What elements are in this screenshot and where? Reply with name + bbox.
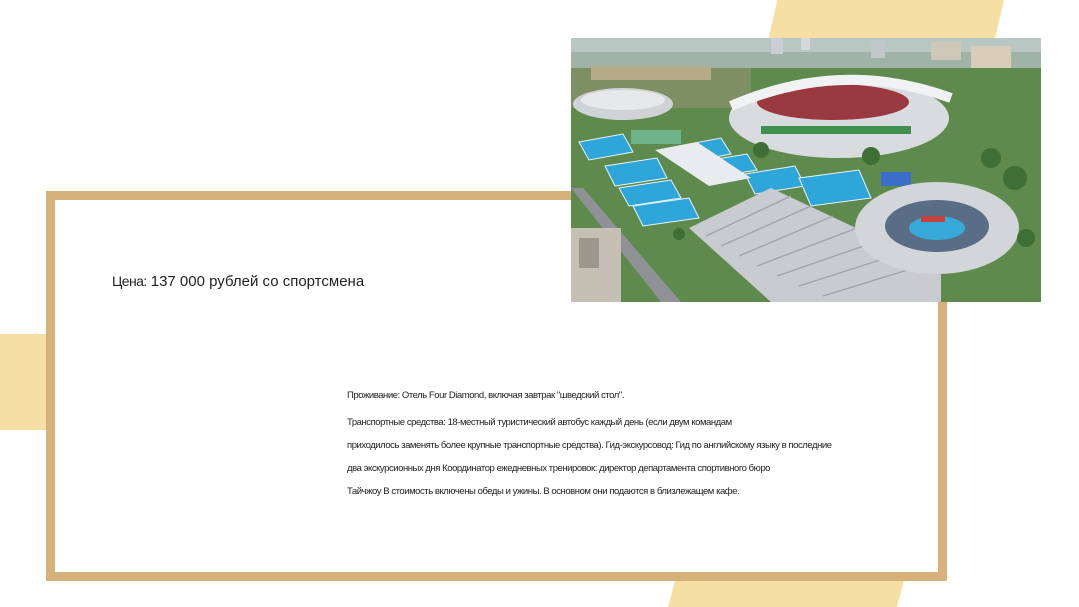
transport-line: два экскурсионных дня Координатор ежедневных тренировок: директор департамента спортивного бюро xyxy=(347,463,771,474)
transport-line: приходилось заменять более крупные транспортные средства). Гид-экскурсовод: Гид по английскому языку в последние xyxy=(347,440,832,451)
decor-stripe-bottom xyxy=(668,580,904,607)
accommodation-text: Проживание: Отель Four Diamond, включая завтрак "шведский стол". xyxy=(347,390,625,401)
stadium-aerial-photo xyxy=(571,38,1041,302)
transport-line: Транспортные средства: 18-местный туристический автобус каждый день (если двум командам xyxy=(347,417,732,428)
price-text xyxy=(112,273,364,290)
tour-details xyxy=(347,390,832,503)
price-label: Цена: xyxy=(112,273,147,289)
decor-stripe-top xyxy=(768,0,1004,40)
transport-paragraph xyxy=(347,411,832,503)
price-value: 137 000 рублей со спортсмена xyxy=(146,273,365,290)
decor-block-left xyxy=(0,334,47,430)
transport-line: Тайчжоу В стоимость включены обеды и ужины. В основном они подаются в близлежащем кафе. xyxy=(347,486,740,497)
